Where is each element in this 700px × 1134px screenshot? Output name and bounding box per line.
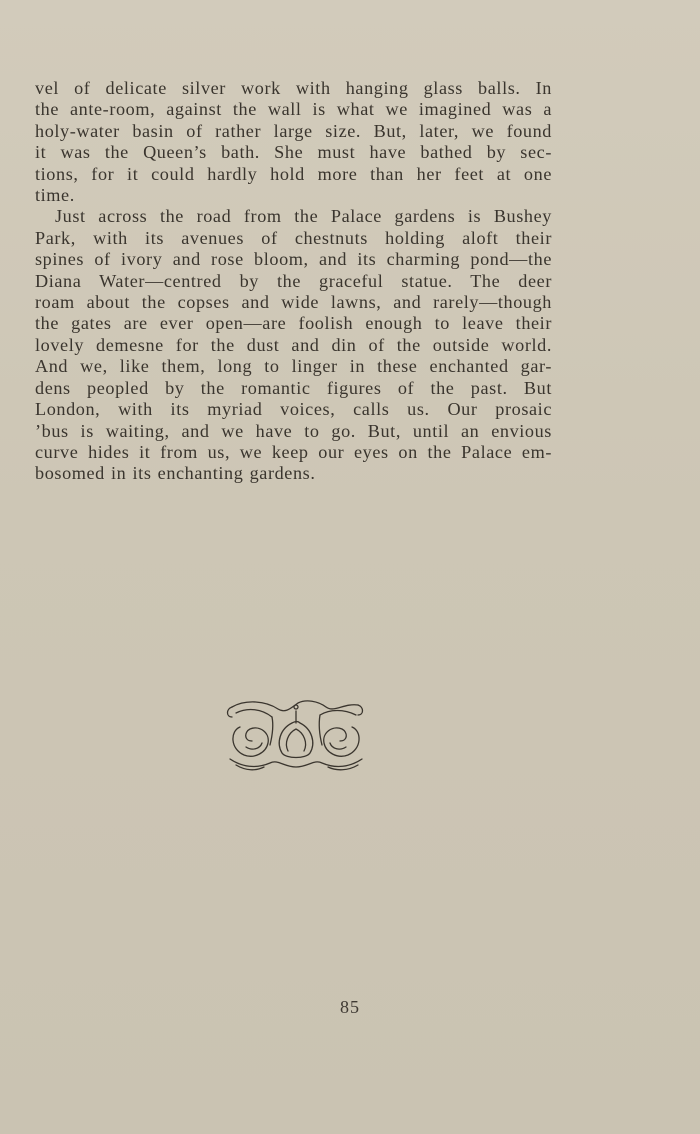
text-line: bosomed in its enchanting gardens. bbox=[35, 463, 316, 484]
text-line: it was the Queen’s bath. She must have bathed by sec- bbox=[35, 142, 552, 163]
text-line: vel of delicate silver work with hanging glass balls. In bbox=[35, 78, 552, 98]
text-line: holy-water basin of rather large size. But, later, we found bbox=[35, 120, 552, 141]
text-line: Park, with its avenues of chestnuts holding aloft their bbox=[35, 227, 552, 248]
text-line: roam about the copses and wide lawns, and rarely—though bbox=[35, 292, 552, 313]
floral-ornament-icon bbox=[226, 697, 366, 773]
text-line: the ante-room, against the wall is what we imagined was a bbox=[35, 99, 552, 120]
paragraph-2 bbox=[35, 206, 552, 484]
text-line: London, with its myriad voices, calls us. Our prosaic bbox=[35, 399, 552, 420]
paragraph-1 bbox=[35, 78, 552, 206]
text-line: ’bus is waiting, and we have to go. But, until an envious bbox=[35, 420, 552, 441]
text-line: Just across the road from the Palace gardens is Bushey bbox=[55, 206, 552, 227]
body-text bbox=[35, 78, 552, 485]
text-line: time. bbox=[35, 185, 75, 206]
text-line: Diana Water—centred by the graceful statue. The deer bbox=[35, 270, 552, 291]
page-number: 85 bbox=[340, 997, 360, 1017]
text-line: the gates are ever open—are foolish enough to leave their bbox=[35, 313, 552, 334]
text-line: lovely demesne for the dust and din of the outside world. bbox=[35, 334, 552, 355]
text-line: dens peopled by the romantic figures of the past. But bbox=[35, 377, 552, 398]
text-line: curve hides it from us, we keep our eyes on the Palace em- bbox=[35, 441, 552, 462]
text-line: And we, like them, long to linger in these enchanted gar- bbox=[35, 356, 552, 377]
text-line: tions, for it could hardly hold more than her feet at one bbox=[35, 163, 552, 184]
text-line: spines of ivory and rose bloom, and its charming pond—the bbox=[35, 249, 552, 270]
